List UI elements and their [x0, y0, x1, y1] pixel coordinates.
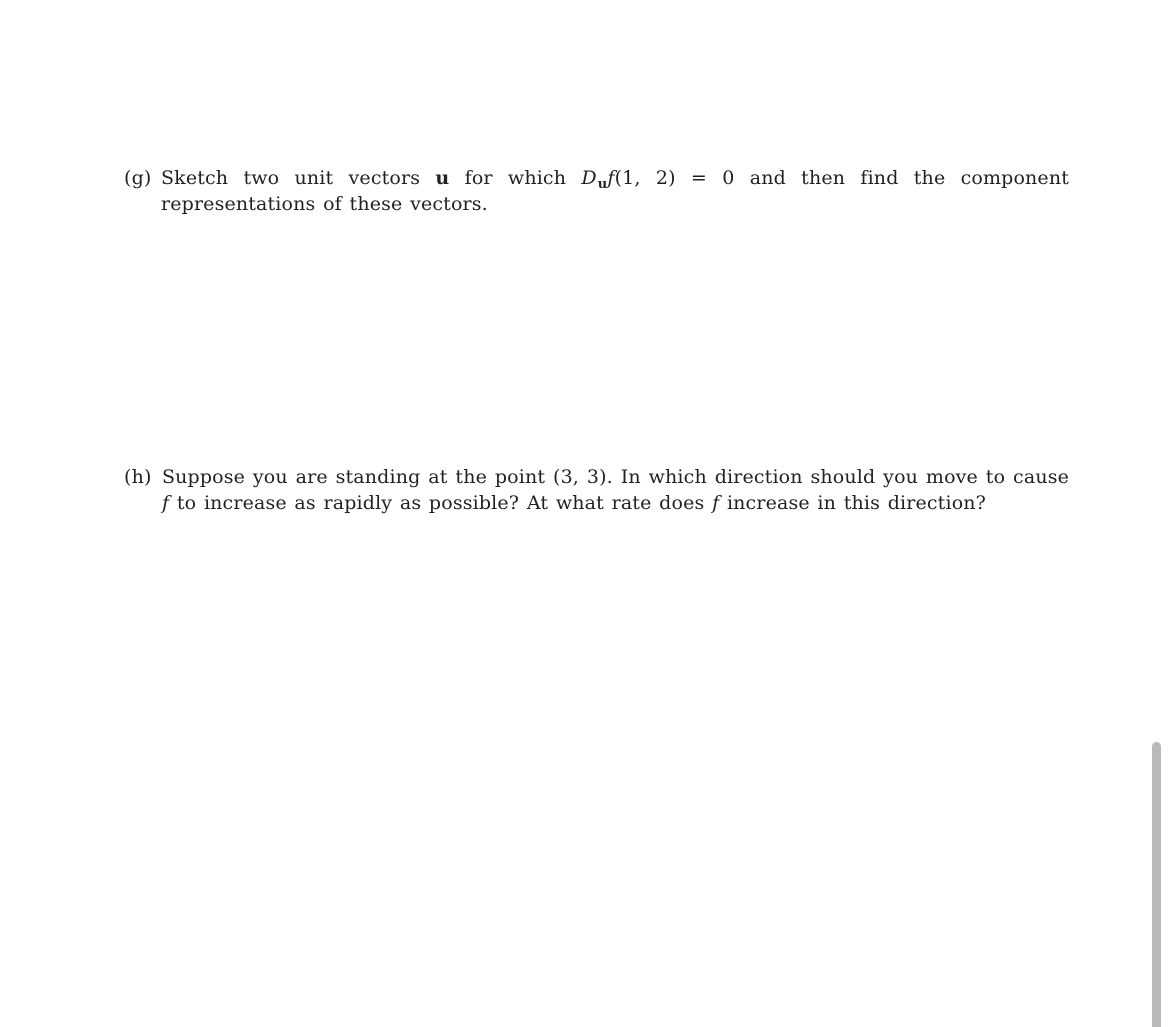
function-symbol: f — [712, 492, 720, 514]
problem-g — [124, 165, 1069, 217]
problem-h-text-3: increase in this direction? — [719, 492, 987, 514]
problem-h-text-1: Suppose you are standing at the point (3, 3). In which direction should you move to cause — [162, 466, 1069, 488]
problem-g-text-3: (1, 2) = 0 and then find the component representations of these vectors. — [161, 167, 1069, 215]
problem-h-text-2: to increase as rapidly as possible? At what rate does — [169, 492, 713, 514]
problem-g-text-2: for which — [449, 167, 582, 189]
directional-derivative-subscript: u — [597, 177, 608, 192]
problem-g-text-1: Sketch two unit vectors — [161, 167, 436, 189]
problem-g-label: (g) — [124, 167, 152, 189]
problem-h-label: (h) — [124, 466, 152, 488]
problem-h-text — [162, 464, 1069, 516]
problem-g-text — [161, 165, 1069, 217]
directional-derivative-symbol: D — [581, 167, 597, 189]
function-symbol: f — [607, 167, 615, 189]
problem-h — [124, 464, 1069, 516]
vertical-scrollbar[interactable] — [1152, 742, 1161, 1027]
unit-vector-symbol: u — [435, 167, 450, 189]
function-symbol: f — [162, 492, 170, 514]
